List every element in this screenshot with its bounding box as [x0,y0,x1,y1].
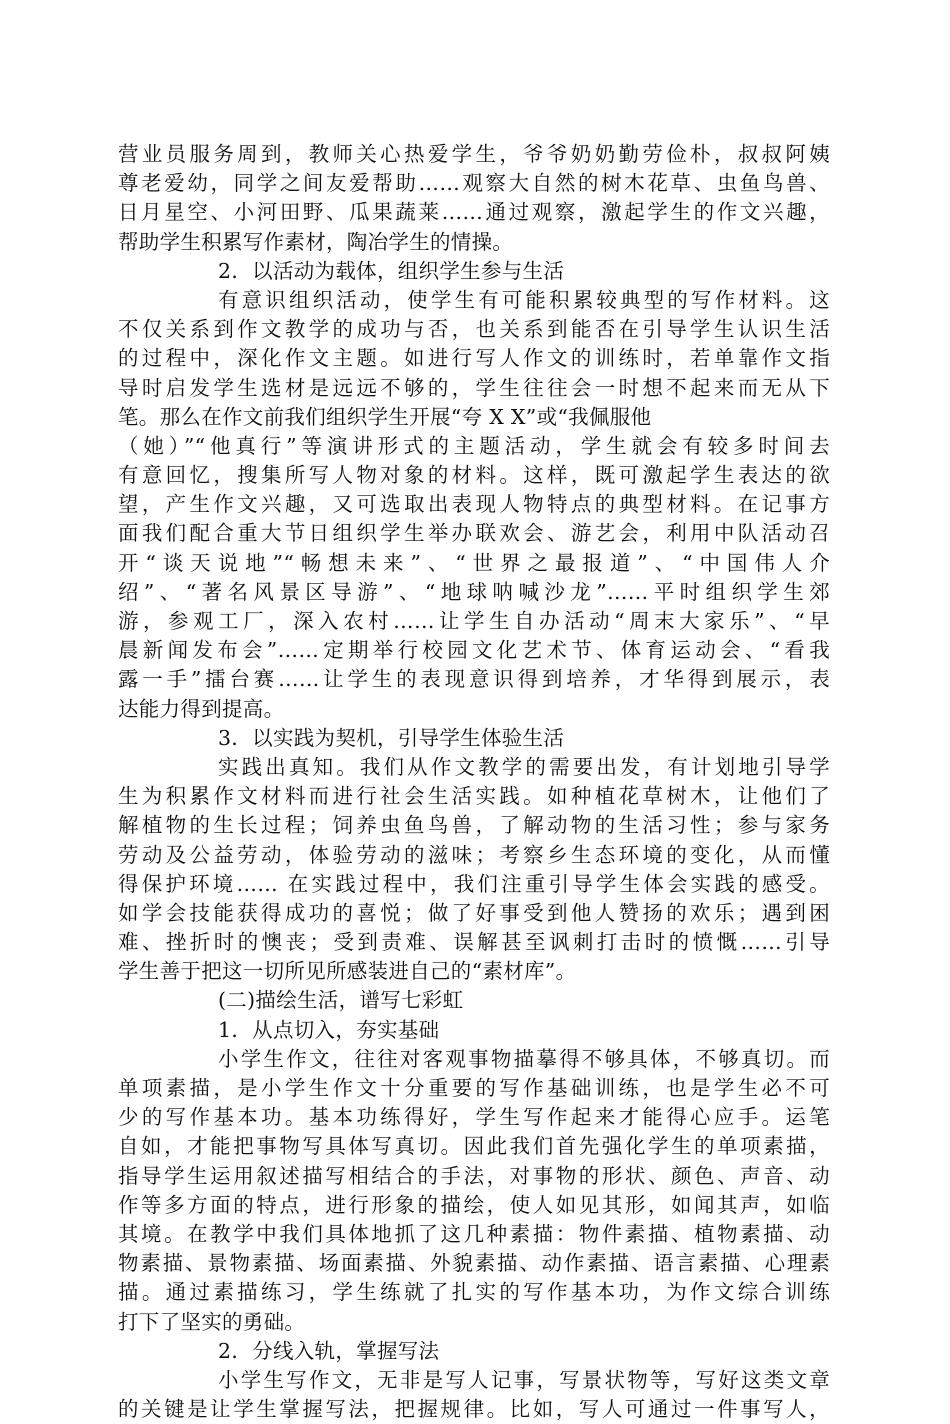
text-line: 有意回忆，搜集所写人物对象的材料。这样，既可激起学生表达的欲 [118,463,830,488]
text-line: 露一手”擂台赛……让学生的表现意识得到培养，才华得到展示，表 [118,667,830,692]
section-heading: 1．从点切入，夯实基础 [218,1017,440,1042]
text-line: 尊老爱幼，同学之间友爱帮助……观察大自然的树木花草、虫鱼鸟兽、 [118,171,830,196]
text-line: 描。通过素描练习，学生练就了扎实的写作基本功，为作文综合训练 [118,1280,830,1305]
text-line: 得保护环境…… 在实践过程中，我们注重引导学生体会实践的感受。 [118,871,830,896]
text-line: 不仅关系到作文教学的成功与否，也关系到能否在引导学生认识生活 [118,317,830,342]
text-line: 晨新闻发布会”……定期举行校园文化艺术节、体育运动会、“看我 [118,638,830,663]
text-line: 难、挫折时的懊丧；受到责难、误解甚至讽刺打击时的愤慨……引导 [118,930,830,955]
text-line: 解植物的生长过程；饲养虫鱼鸟兽，了解动物的生活习性；参与家务 [118,813,830,838]
text-line: 生为积累作文材料而进行社会生活实践。如种植花草树木，让他们了 [118,784,830,809]
text-line: 单项素描，是小学生作文十分重要的写作基础训练，也是学生必不可 [118,1076,830,1100]
text-line: 日月星空、小河田野、瓜果蔬莱……通过观察，激起学生的作文兴趣， [118,200,830,225]
text-line: 面我们配合重大节日组织学生举办联欢会、游艺会，利用中队活动召 [118,521,830,546]
section-heading: 2．以活动为载体，组织学生参与生活 [218,258,565,283]
document-page [118,140,830,1424]
text-line: 少的写作基本功。基本功练得好，学生写作起来才能得心应手。运笔 [118,1105,830,1130]
section-heading: 2．分线入轨，掌握写法 [218,1338,440,1363]
text-line: 作等多方面的特点，进行形象的描绘，使人如见其形，如闻其声，如临 [118,1192,830,1217]
text-line: 指导学生运用叙述描写相结合的手法，对事物的形状、颜色、声音、动 [118,1163,830,1188]
text-line: 望，产生作文兴趣，又可选取出表现人物特点的典型材料。在记事方 [118,492,830,517]
text-line: 小学生作文，往往对客观事物描摹得不够具体，不够真切。而 [218,1046,830,1071]
text-line: 有意识组织活动，使学生有可能积累较典型的写作材料。这 [218,287,830,312]
text-line: 其境。在教学中我们具体地抓了这几种素描：物件素描、植物素描、动 [118,1221,830,1246]
text-line: 劳动及公益劳动，体验劳动的滋味；考察乡生态环境的变化，从而懂 [118,842,830,867]
text-line: 的关键是让学生掌握写法，把握规律。比如，写人可通过一件事写人， [118,1397,830,1422]
section-heading: 3．以实践为契机，引导学生体验生活 [218,725,565,750]
text-line: 的过程中，深化作文主题。如进行写人作文的训练时，若单靠作文指 [118,346,830,371]
text-line: 导时启发学生选材是远远不够的，学生往往会一时想不起来而无从下 [118,375,830,400]
text-line: 营业员服务周到，教师关心热爱学生，爷爷奶奶勤劳俭朴，叔叔阿姨 [118,142,830,166]
text-line: 物素描、景物素描、场面素描、外貌素描、动作素描、语言素描、心理素 [118,1251,830,1276]
text-line: 自如，才能把事物写具体写真切。因此我们首先强化学生的单项素描， [118,1134,830,1159]
text-line: 游，参观工厂，深入农村……让学生自办活动“周末大家乐”、“早 [118,609,830,633]
text-line: 打下了坚实的勇础。 [118,1309,306,1334]
section-heading: (二)描绘生活，谱写七彩虹 [218,988,464,1013]
text-line: 帮助学生积累写作素材，陶冶学生的情操。 [118,229,514,254]
text-line: 开“谈天说地”“畅想未来”、“世界之最报道”、“中国伟人介 [118,550,830,575]
text-line: （她）”“他真行”等演讲形式的主题活动，学生就会有较多时间去 [118,433,830,458]
text-line: 实践出真知。我们从作文教学的需要出发，有计划地引导学 [218,754,830,779]
text-line: 达能力得到提高。 [118,696,285,721]
text-line: 学生善于把这一切所见所感装进自己的“素材库”。 [118,959,577,984]
text-line: 如学会技能获得成功的喜悦；做了好事受到他人赞扬的欢乐；遇到困 [118,900,830,925]
text-line: 小学生写作文，无非是写人记事，写景状物等，写好这类文章 [218,1367,830,1392]
text-line: 笔。那么在作文前我们组织学生开展“夸 X X”或“我佩服他 [118,404,652,429]
text-line: 绍”、“著名风景区导游”、“地球呐喊沙龙”……平时组织学生郊 [118,579,830,604]
